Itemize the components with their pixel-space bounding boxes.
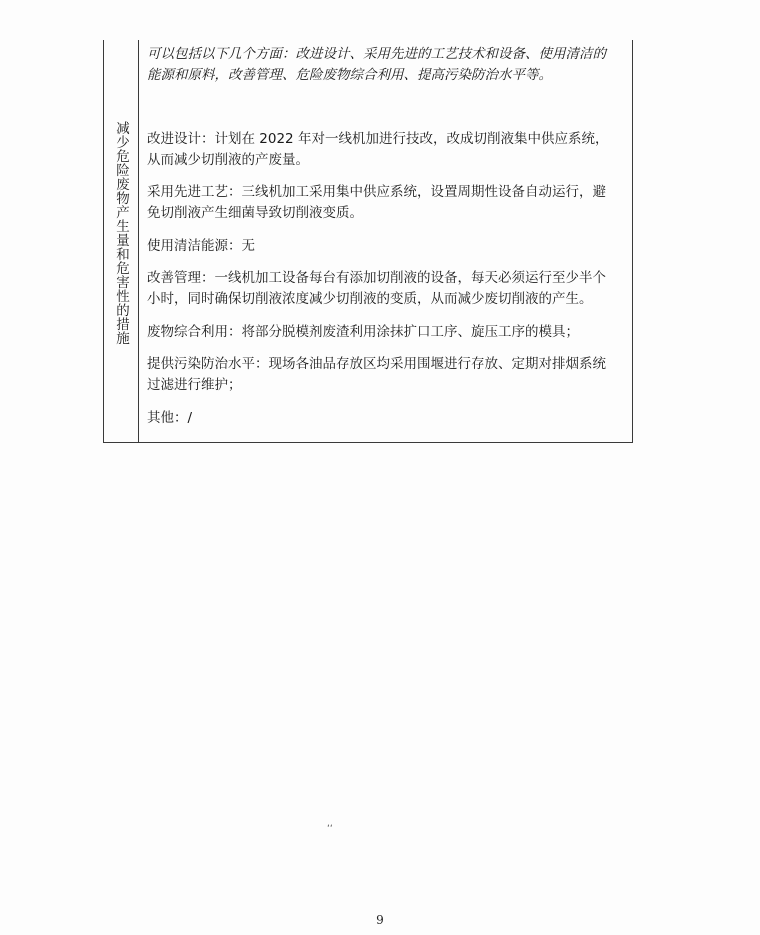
row-label: 减少危险废物产生量和危害性的措施 <box>113 121 129 345</box>
measure-item-clean-energy: 使用清洁能源：无 <box>147 238 255 254</box>
content-cell <box>139 40 632 442</box>
row-label-cell <box>104 40 139 442</box>
measure-item-management: 改善管理：一线机加工设备每台有添加切削液的设备，每天必须运行至少半个小时，同时确保切削液浓度减少切削液的变质，从而减少废切削液的产生。 <box>147 270 606 307</box>
page-number: 9 <box>376 913 384 927</box>
stray-mark: ‘‘ <box>327 824 333 834</box>
measure-item-design: 改进设计：计划在 2022 年对一线机加进行技改，改成切削液集中供应系统，从而减少切削液的产废量。 <box>147 131 609 168</box>
measures-table <box>103 40 633 443</box>
measure-item-other: 其他：/ <box>147 410 193 426</box>
measure-item-process: 采用先进工艺：三线机加工采用集中供应系统，设置周期性设备自动运行，避免切削液产生细菌导致切削液变质。 <box>147 184 606 221</box>
measure-item-pollution-control: 提供污染防治水平：现场各油品存放区均采用围堰进行存放、定期对排烟系统过滤进行维护； <box>147 356 606 393</box>
measure-item-reuse: 废物综合利用：将部分脱模剂废渣利用涂抹扩口工序、旋压工序的模具； <box>147 324 579 340</box>
intro-text: 可以包括以下几个方面：改进设计、采用先进的工艺技术和设备、使用清洁的能源和原料，改善管理、危险废物综合利用、提高污染防治水平等。 <box>147 46 606 83</box>
